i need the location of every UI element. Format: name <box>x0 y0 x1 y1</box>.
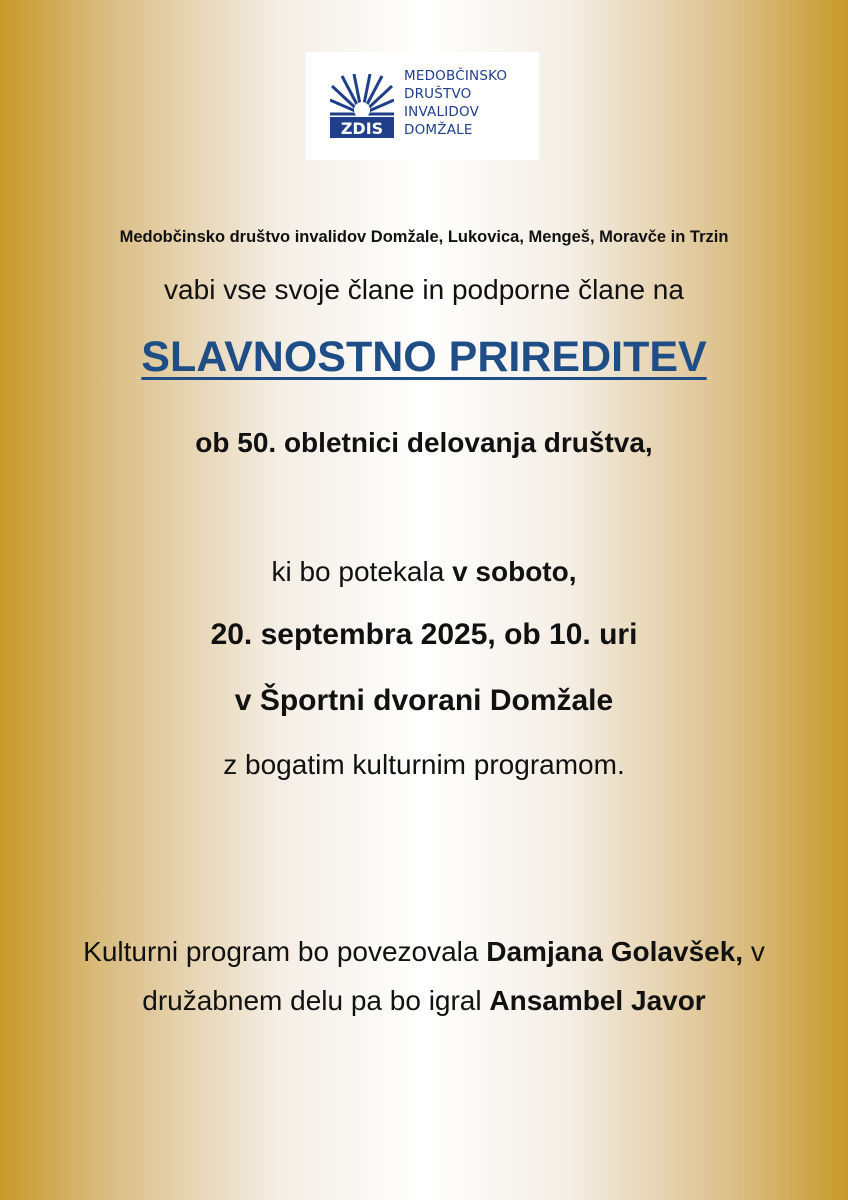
logo-line: INVALIDOV <box>404 104 480 120</box>
event-day-name: v soboto, <box>452 556 577 587</box>
music-intro: družabnem delu pa bo igral <box>142 985 490 1016</box>
logo-text <box>404 67 507 139</box>
host-intro: Kulturni program bo povezovala <box>83 936 487 967</box>
host-name: Damjana Golavšek, <box>486 936 744 967</box>
event-date-time: 20. septembra 2025, ob 10. uri <box>210 618 638 651</box>
host-suffix: v <box>743 936 765 967</box>
svg-text:ZDIS: ZDIS <box>340 119 384 138</box>
zdis-sunburst-logo-icon <box>330 74 394 138</box>
organization-name: Medobčinsko društvo invalidov Domžale, Lukovica, Mengeš, Moravče in Trzin <box>119 228 729 246</box>
program-text: z bogatim kulturnim programom. <box>223 749 625 780</box>
event-title <box>0 333 848 382</box>
occasion-text: ob 50. obletnici delovanja društva, <box>195 427 653 458</box>
event-day <box>0 556 848 588</box>
host-line <box>0 936 848 968</box>
event-day-intro: ki bo potekala <box>271 556 453 587</box>
invitation-text: vabi vse svoje člane in podporne člane na <box>164 274 684 305</box>
event-title-text: SLAVNOSTNO PRIREDITEV <box>141 333 707 381</box>
logo-line: MEDOBČINSKO <box>404 68 508 84</box>
logo-line: DRUŠTVO <box>404 86 472 102</box>
logo <box>306 52 539 160</box>
band-name: Ansambel Javor <box>489 985 706 1016</box>
event-venue: v Športni dvorani Domžale <box>234 684 614 717</box>
logo-line: DOMŽALE <box>404 122 473 138</box>
music-line <box>0 985 848 1017</box>
